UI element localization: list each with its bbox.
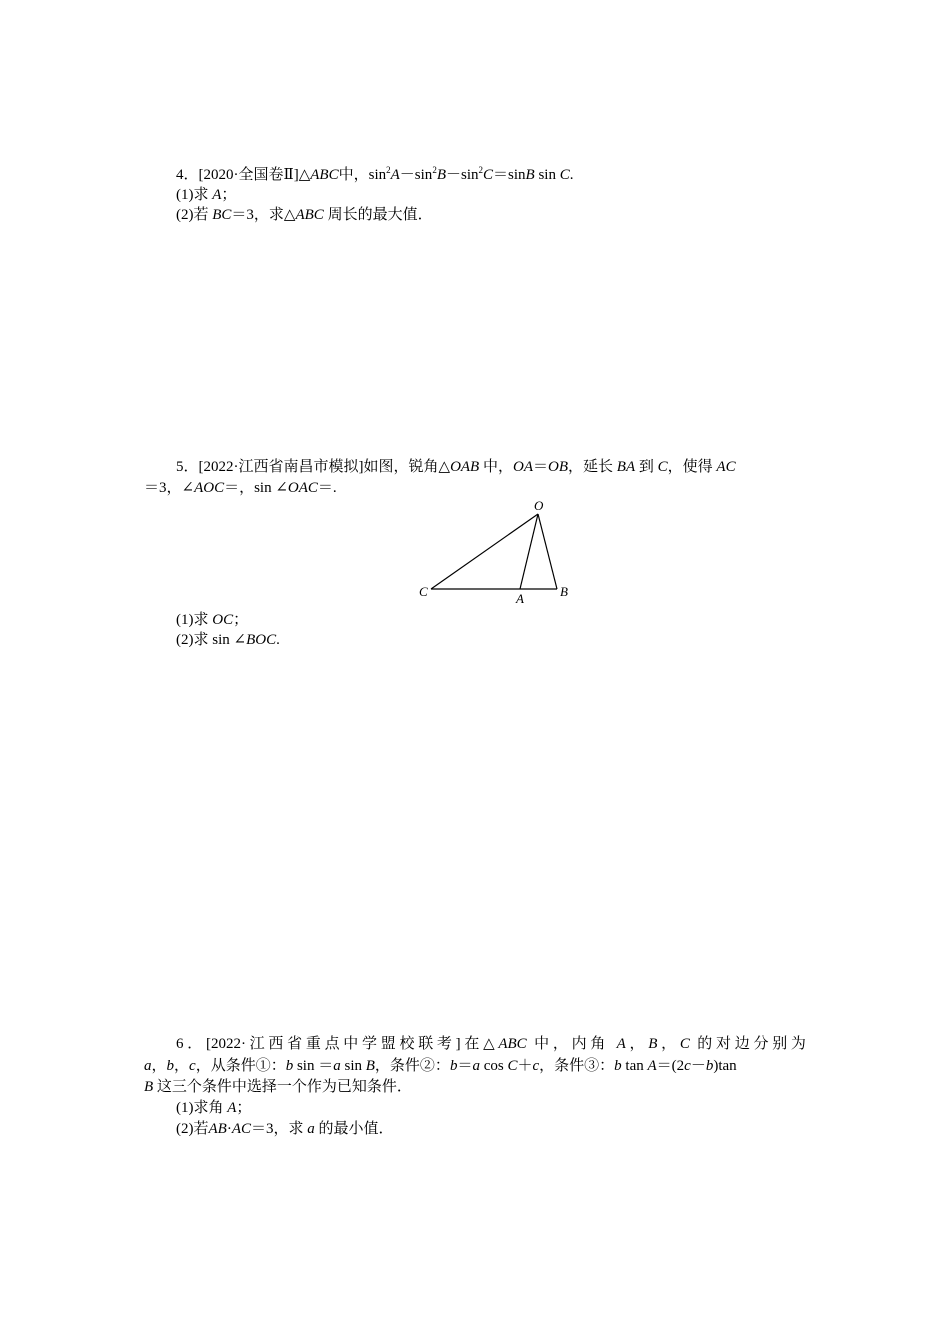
- q6-var: C: [679, 1036, 690, 1052]
- q6-sub1-text: (1)求角: [176, 1100, 228, 1116]
- q4-text: －sin: [399, 167, 433, 183]
- q6-var: B: [144, 1079, 154, 1095]
- q6-var: B: [648, 1036, 658, 1052]
- q6-text: ＝(2: [656, 1058, 685, 1074]
- q5-text: 如图，锐角△: [363, 459, 451, 475]
- q6-var: b: [449, 1058, 458, 1074]
- q6-text: ，: [151, 1058, 167, 1074]
- label-C: C: [419, 584, 428, 599]
- q6-var: a: [144, 1058, 152, 1074]
- q6-text: ＝: [457, 1058, 473, 1074]
- q5-sub1: [176, 610, 248, 630]
- q6-var: c: [684, 1058, 691, 1074]
- q4-source: [2020·全国卷Ⅱ]: [198, 167, 299, 183]
- q6-sub1-text: ；: [236, 1100, 252, 1116]
- q6-var: b: [166, 1058, 175, 1074]
- q4-sub1-text: (1)求: [176, 187, 213, 203]
- q5-var: AOC: [194, 480, 225, 496]
- q6-sub2-var: a: [307, 1121, 315, 1137]
- q4-text: ＝sin: [493, 167, 526, 183]
- q6-var: b: [285, 1058, 294, 1074]
- q5-var: OAB: [450, 459, 480, 475]
- q4-sub1-var: A: [212, 187, 222, 203]
- q4-sub2-text: 周长的最大值．: [323, 207, 433, 223]
- q4-number: 4．: [176, 167, 199, 183]
- label-B: B: [560, 584, 568, 599]
- q6-var: c: [532, 1058, 540, 1074]
- q6-sub2-text: ＝3，求: [251, 1121, 308, 1137]
- label-A: A: [516, 591, 524, 606]
- q5-stem-line2: [144, 478, 337, 498]
- q6-stem-line3: [144, 1077, 412, 1097]
- q5-text: 中，: [479, 459, 513, 475]
- q6-var: B: [365, 1058, 375, 1074]
- q6-sub2-text: ·: [226, 1121, 232, 1137]
- q5-sub1-text: (1)求: [176, 612, 213, 628]
- q6-var: A: [616, 1036, 626, 1052]
- q6-text: )tan: [713, 1058, 737, 1074]
- q6-sub1: [176, 1098, 251, 1118]
- q5-sub1-var: OC: [212, 612, 234, 628]
- q4-var: B: [525, 167, 535, 183]
- q4-sub2: [176, 205, 433, 225]
- q6-text: ，条件②：: [374, 1058, 450, 1074]
- q6-text: 中，内角: [526, 1036, 617, 1052]
- q6-text: ，条件③：: [539, 1058, 615, 1074]
- q4-var: B: [436, 167, 446, 183]
- q4-sub2-text: ＝3，求△: [231, 207, 296, 223]
- q6-var: a: [333, 1058, 341, 1074]
- q4-text: 中，: [338, 167, 369, 183]
- q5-text: ＝，sin ∠: [224, 480, 288, 496]
- q4-text: sin: [534, 167, 560, 183]
- q5-sub2-text: .: [276, 632, 280, 648]
- q5-text: ＝3，∠: [144, 480, 195, 496]
- q5-var: OB: [548, 459, 569, 475]
- q5-triangle-figure: [410, 495, 580, 607]
- q4-text: sin: [368, 167, 387, 183]
- q5-sub1-text: ；: [233, 612, 249, 628]
- q4-exponent: 2: [432, 165, 437, 175]
- q5-var: OAC: [287, 480, 318, 496]
- q6-text: ＋: [517, 1058, 533, 1074]
- q4-stem: [176, 165, 573, 185]
- q6-text: sin ＝: [293, 1058, 334, 1074]
- q4-text: －sin: [445, 167, 479, 183]
- q5-var: AC: [716, 459, 736, 475]
- q6-sub1-var: A: [227, 1100, 237, 1116]
- q6-text: ，: [625, 1036, 649, 1052]
- q4-sub2-var: ABC: [295, 207, 324, 223]
- q6-text: 的对边分别为: [689, 1036, 806, 1052]
- q6-text: 在△: [460, 1036, 499, 1052]
- q4-var: A: [390, 167, 400, 183]
- q4-text: △: [298, 167, 311, 183]
- q6-stem-line1: [144, 1034, 806, 1054]
- q4-exponent: 2: [478, 165, 483, 175]
- q4-text: .: [569, 167, 574, 183]
- q4-exponent: 2: [386, 165, 391, 175]
- q4-sub1: [176, 185, 236, 205]
- q6-sub2-text: 的最小值．: [314, 1121, 394, 1137]
- q4-var: C: [559, 167, 570, 183]
- q5-text: ，延长: [568, 459, 617, 475]
- q6-sub2: [176, 1119, 394, 1139]
- q6-sub2-text: (2)若: [176, 1121, 209, 1137]
- q6-var: C: [507, 1058, 518, 1074]
- q5-sub2-text: (2)求 sin ∠: [176, 632, 247, 648]
- q6-text: －: [690, 1058, 706, 1074]
- q4-var: ABC: [310, 167, 339, 183]
- q6-text: sin: [340, 1058, 366, 1074]
- q6-stem-line2: [144, 1056, 737, 1076]
- q6-text: ，从条件①：: [195, 1058, 286, 1074]
- q6-var: ABC: [498, 1036, 527, 1052]
- q5-var: OA: [513, 459, 533, 475]
- q5-stem-line1: [176, 457, 736, 477]
- q5-source: [2022·江西省南昌市模拟]: [198, 459, 364, 475]
- q6-sub2-var: AB: [208, 1121, 227, 1137]
- q5-text: ，使得: [667, 459, 717, 475]
- q6-number: 6．: [176, 1036, 206, 1052]
- q6-text: cos: [479, 1058, 508, 1074]
- label-O: O: [534, 498, 544, 513]
- q6-var: A: [647, 1058, 657, 1074]
- q6-text: ，: [174, 1058, 190, 1074]
- q5-sub2: [176, 630, 280, 650]
- q4-sub2-text: (2)若: [176, 207, 213, 223]
- q6-text: tan: [621, 1058, 648, 1074]
- q6-sub2-var: AC: [231, 1121, 251, 1137]
- q4-sub2-var: BC: [212, 207, 232, 223]
- q4-sub1-text: ；: [221, 187, 237, 203]
- q5-var: BA: [616, 459, 636, 475]
- q6-source: [2022·江西省重点中学盟校联考]: [205, 1036, 461, 1052]
- q6-var: b: [705, 1058, 714, 1074]
- q5-number: 5．: [176, 459, 199, 475]
- q6-var: c: [189, 1058, 196, 1074]
- q5-text: ＝.: [317, 480, 337, 496]
- q5-sub2-var: BOC: [246, 632, 277, 648]
- segment-OB: [538, 514, 557, 589]
- q6-text: ，: [657, 1036, 680, 1052]
- q6-var: a: [472, 1058, 480, 1074]
- q5-text: ＝: [533, 459, 549, 475]
- q6-text: 这三个条件中选择一个作为已知条件．: [153, 1079, 412, 1095]
- q4-var: C: [483, 167, 494, 183]
- segment-CO: [431, 514, 538, 589]
- q5-var: C: [657, 459, 668, 475]
- q5-text: 到: [635, 459, 658, 475]
- q6-var: b: [614, 1058, 622, 1074]
